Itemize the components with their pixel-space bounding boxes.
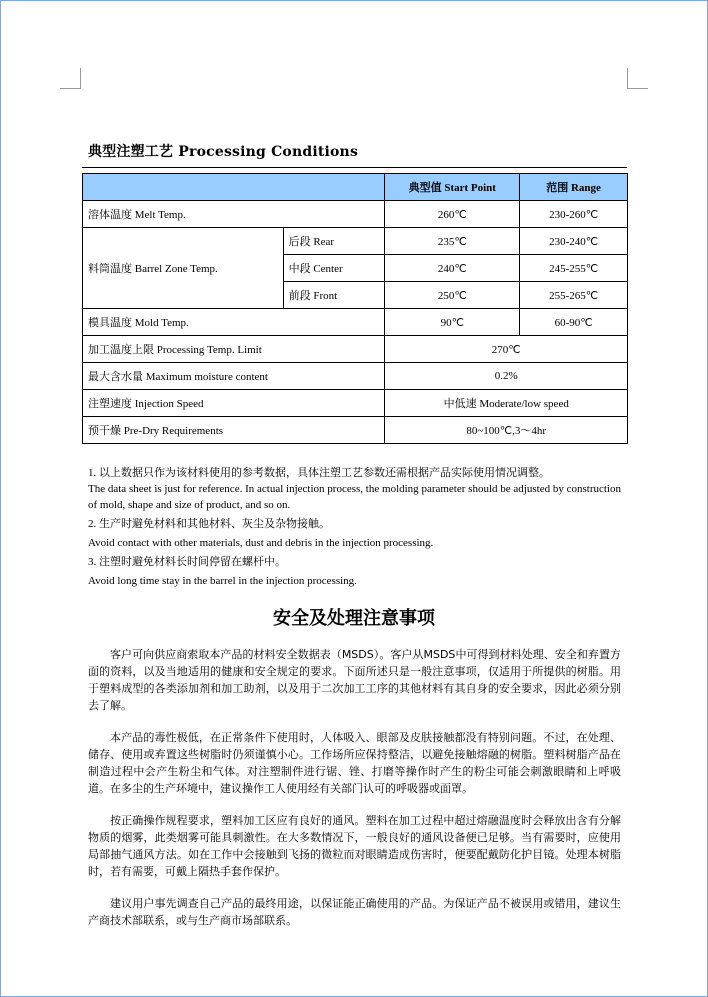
note-1-en: The data sheet is just for reference. In actual injection process, the molding parameter should be adjusted by construction of mold, shape and size of product, and so on.	[88, 483, 621, 511]
barrel-front-range: 255-265℃	[520, 282, 628, 309]
safety-paragraph-2: 本产品的毒性极低，在正常条件下使用时，人体吸入、眼部及皮肤接触都没有特别问题。不过，在处理、储存、使用或弃置这些树脂时仍须谨慎小心。工作场所应保持整洁，以避免接触熔融的树脂。塑料树脂产品在制造过程中会产生粉尘和气体。对注塑制件进行锯、锉、打磨等操作时产生的粉尘可能会刺激眼睛和上呼吸道。在多尘的生产环境中，建议操作工人使用经有关部门认可的呼吸器或面罩。	[88, 731, 621, 795]
moisture-value: 0.2%	[385, 363, 628, 390]
processing-table	[82, 173, 628, 444]
barrel-center-start: 240℃	[385, 255, 520, 282]
safety-paragraph-3: 按正确操作规程要求，塑料加工区应有良好的通风。塑料在加工过程中超过熔融温度时会释放出含有分解物质的烟雾，此类烟雾可能具刺激性。在大多数情况下，一般良好的通风设备便已足够。当有需要时，应使用局部抽气通风方法。如在工作中会接触到飞扬的微粒而对眼睛造成伤害时，便要配戴防化护目镜。处理本树脂时，若有需要，可戴上隔热手套作保护。	[88, 814, 621, 878]
barrel-rear-label: 后段 Rear	[283, 228, 385, 255]
melt-temp-range: 230-260℃	[520, 201, 628, 228]
header-start-point: 典型值 Start Point	[385, 174, 520, 201]
table-row	[83, 363, 628, 390]
moisture-label: 最大含水量 Maximum moisture content	[83, 363, 385, 390]
table-row	[83, 336, 628, 363]
barrel-temp-label: 料筒温度 Barrel Zone Temp.	[83, 228, 284, 309]
predry-value: 80~100℃,3～4hr	[385, 417, 628, 444]
mold-temp-start: 90℃	[385, 309, 520, 336]
mold-temp-label: 模具温度 Mold Temp.	[83, 309, 385, 336]
header-range: 范围 Range	[520, 174, 628, 201]
safety-paragraph-4: 建议用户事先调查自己产品的最终用途，以保证能正确使用的产品。为保证产品不被误用或错用，建议生产商技术部联系，或与生产商市场部联系。	[88, 897, 621, 927]
mold-temp-range: 60-90℃	[520, 309, 628, 336]
injection-speed-label: 注塑速度 Injection Speed	[83, 390, 385, 417]
melt-temp-label: 溶体温度 Melt Temp.	[83, 201, 385, 228]
safety-title: 安全及处理注意事项	[273, 608, 435, 629]
crop-mark-top-left-h	[60, 88, 81, 89]
barrel-center-label: 中段 Center	[283, 255, 385, 282]
note-3-cn: 3. 注塑时避免材料长时间停留在螺杆中。	[88, 556, 286, 568]
barrel-rear-range: 230-240℃	[520, 228, 628, 255]
table-row	[83, 228, 628, 255]
crop-mark-top-left-v	[80, 68, 81, 88]
crop-mark-top-right-h	[627, 88, 648, 89]
table-row	[83, 201, 628, 228]
barrel-front-start: 250℃	[385, 282, 520, 309]
title-rule	[82, 167, 627, 168]
predry-label: 预干燥 Pre-Dry Requirements	[83, 417, 385, 444]
note-2-en: Avoid contact with other materials, dust and debris in the injection processing.	[88, 537, 434, 549]
table-row	[83, 417, 628, 444]
barrel-center-range: 245-255℃	[520, 255, 628, 282]
table-header-row	[83, 174, 628, 201]
safety-body	[88, 646, 621, 944]
crop-mark-top-right-v	[627, 68, 628, 88]
processing-title: 典型注塑工艺 Processing Conditions	[88, 144, 359, 160]
temp-limit-label: 加工温度上限 Processing Temp. Limit	[83, 336, 385, 363]
table-row	[83, 309, 628, 336]
injection-speed-value: 中低速 Moderate/low speed	[385, 390, 628, 417]
note-3-en: Avoid long time stay in the barrel in the injection processing.	[88, 575, 357, 587]
header-item	[83, 174, 385, 201]
note-1-cn: 1. 以上数据只作为该材料使用的参考数据，具体注塑工艺参数还需根据产品实际使用情况调整。	[88, 467, 550, 479]
table-row	[83, 390, 628, 417]
temp-limit-value: 270℃	[385, 336, 628, 363]
melt-temp-start: 260℃	[385, 201, 520, 228]
safety-paragraph-1: 客户可向供应商索取本产品的材料安全数据表（MSDS）。客户从MSDS中可得到材料处理、安全和弃置方面的资料，以及当地适用的健康和安全规定的要求。下面所述只是一般注意事项，仅适用于所提供的树脂。用于塑料成型的各类添加剂和加工助剂，以及用于二次加工工序的其他材料有其自身的安全要求，因此必须分别去了解。	[88, 648, 621, 712]
note-2-cn: 2. 生产时避免材料和其他材料、灰尘及杂物接触。	[88, 518, 330, 530]
notes-block	[88, 465, 621, 589]
barrel-rear-start: 235℃	[385, 228, 520, 255]
barrel-front-label: 前段 Front	[283, 282, 385, 309]
